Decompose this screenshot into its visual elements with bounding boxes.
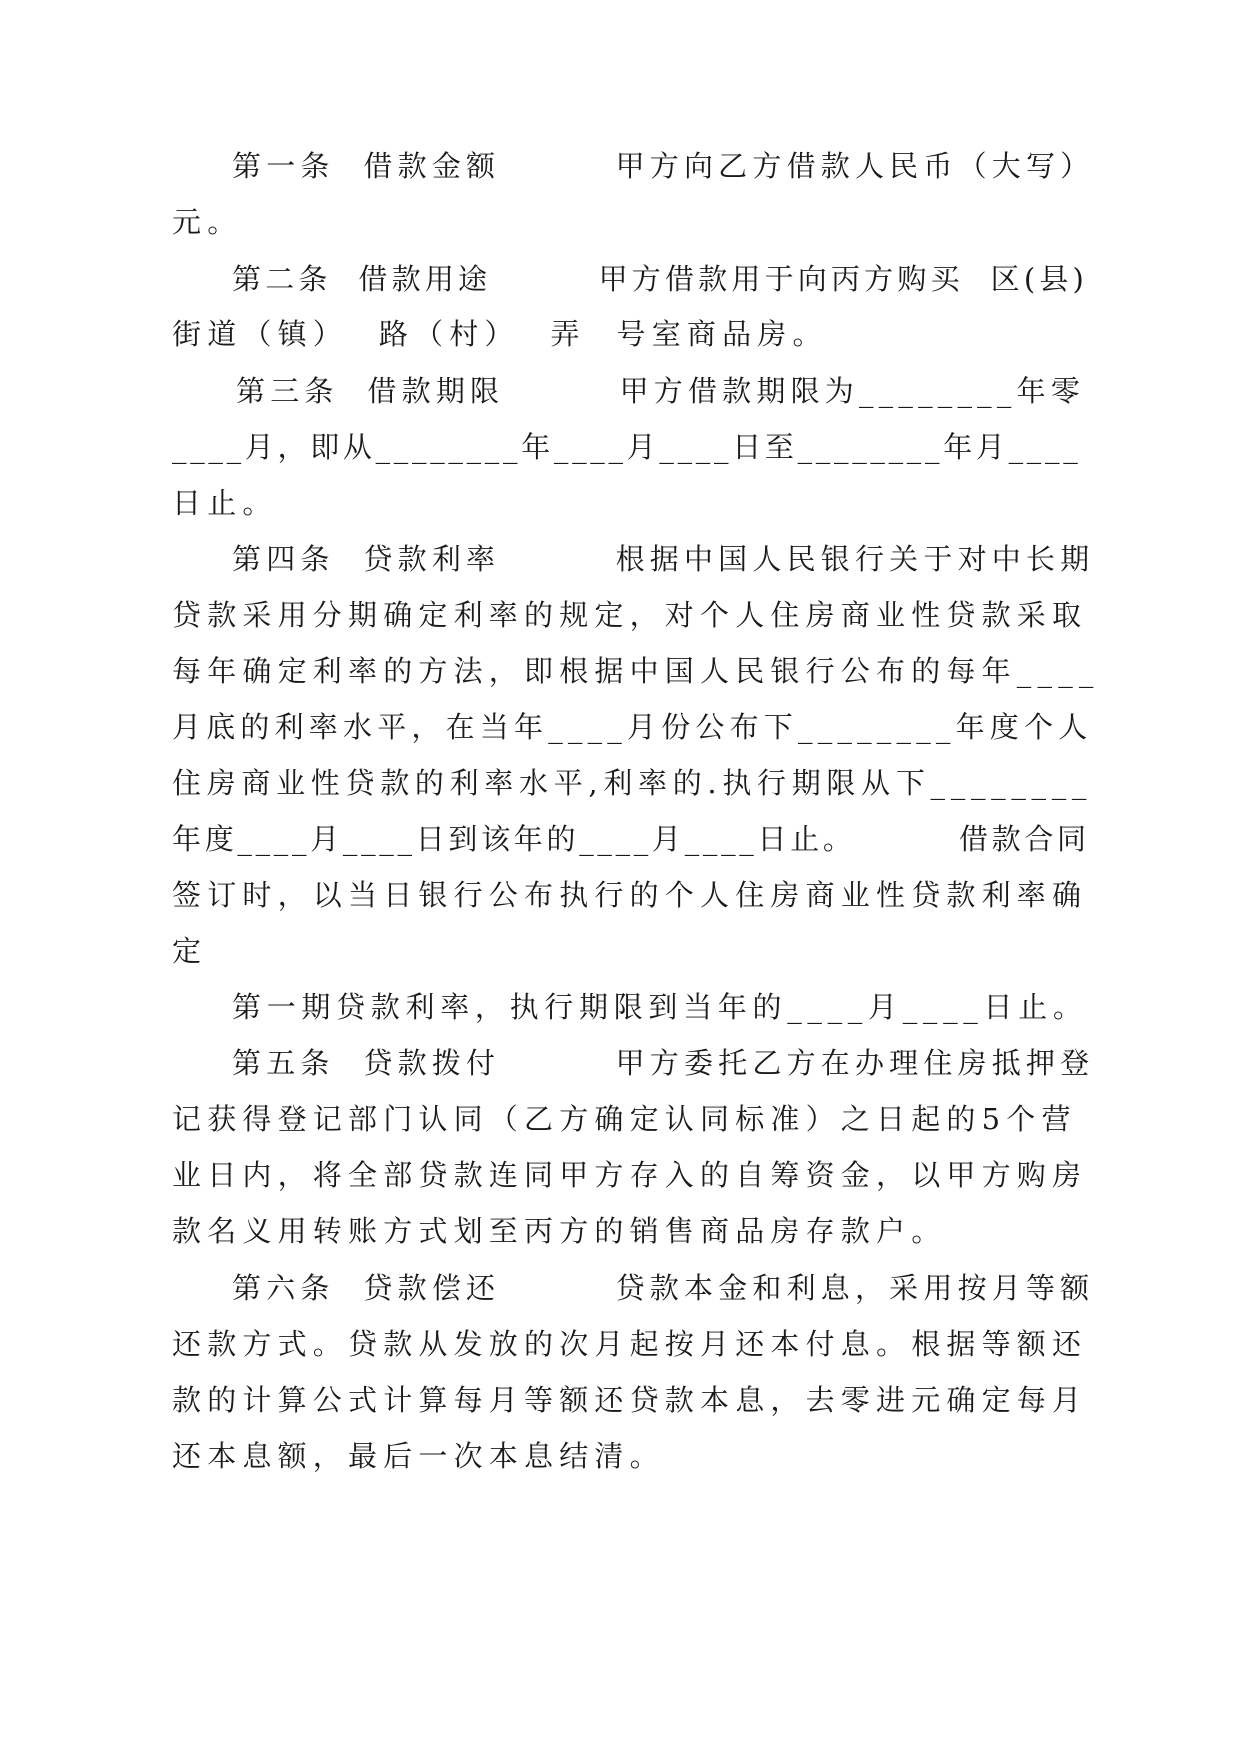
article-3-heading-line: 第三条 借款期限 甲方借款期限为________年零 (236, 374, 1085, 408)
article-4-body-line: 住房商业性贷款的利率水平,利率的.执行期限从下________ (172, 766, 1093, 800)
article-4-body-line: 年度____月____日到该年的____月____日止。 借款合同 (172, 822, 1090, 856)
article-5-heading-line: 第五条 贷款拨付 甲方委托乙方在办理住房抵押登 (232, 1046, 1095, 1080)
article-6-body-line: 还款方式。贷款从发放的次月起按月还本付息。根据等额还 (172, 1327, 1088, 1361)
article-2-heading-line: 第二条 借款用途 甲方借款用于向丙方购买 区(县) (232, 262, 1089, 296)
article-2-continuation-line: 街道（镇） 路（村） 弄 号室商品房。 (172, 317, 828, 351)
article-4-body-line: 月底的利率水平，在当年____月份公布下________年度个人 (172, 710, 1093, 744)
article-3-continuation-line: ____月，即从________年____月____日至________年月____ (172, 430, 1082, 464)
article-6-heading-line: 第六条 贷款偿还 贷款本金和利息，采用按月等额 (232, 1271, 1095, 1305)
article-5-body-line: 业日内，将全部贷款连同甲方存入的自筹资金，以甲方购房 (172, 1158, 1088, 1192)
article-1-continuation-line: 元。 (172, 205, 243, 239)
article-4-body-line: 签订时，以当日银行公布执行的个人住房商业性贷款利率确 (172, 878, 1088, 912)
first-period-rate-line: 第一期贷款利率，执行期限到当年的____月____日止。 (232, 990, 1088, 1024)
article-4-end-line: 定 (172, 934, 208, 968)
article-6-end-line: 还本息额，最后一次本息结清。 (172, 1439, 665, 1473)
article-4-heading-line: 第四条 贷款利率 根据中国人民银行关于对中长期 (232, 542, 1095, 576)
article-3-end-line: 日止。 (172, 486, 278, 520)
article-4-body-line: 每年确定利率的方法，即根据中国人民银行公布的每年____ (172, 654, 1100, 688)
article-1-heading-line: 第一条 借款金额 甲方向乙方借款人民币（大写） (232, 149, 1095, 183)
article-4-body-line: 贷款采用分期确定利率的规定，对个人住房商业性贷款采取 (172, 598, 1088, 632)
article-5-end-line: 款名义用转账方式划至丙方的销售商品房存款户。 (172, 1214, 947, 1248)
article-5-body-line: 记获得登记部门认同（乙方确定认同标准）之日起的5个营 (172, 1102, 1077, 1136)
article-6-body-line: 款的计算公式计算每月等额还贷款本息，去零进元确定每月 (172, 1383, 1088, 1417)
